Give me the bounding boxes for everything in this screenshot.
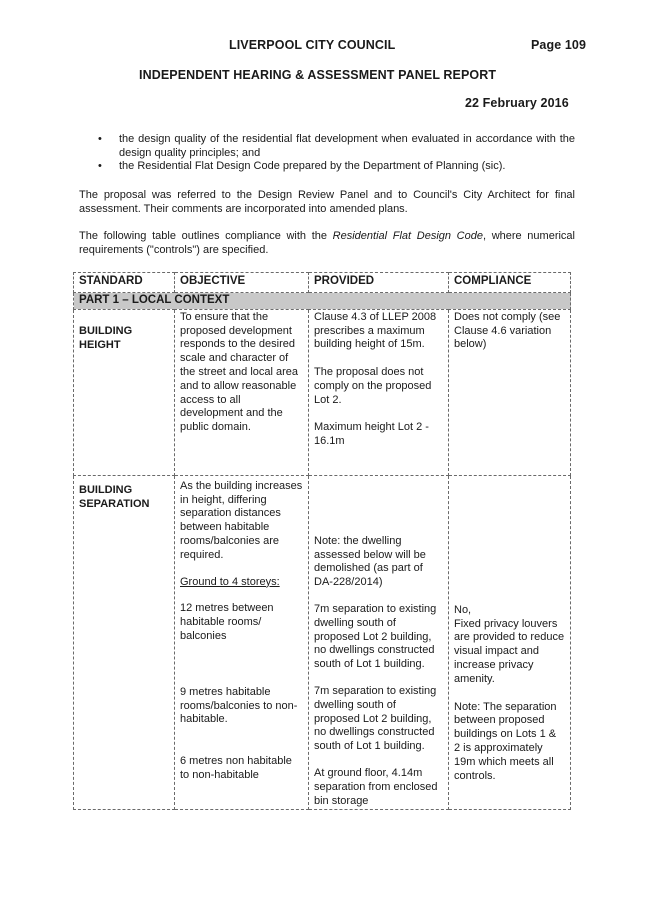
objective-cell bbox=[175, 475, 309, 810]
provided-text: Clause 4.3 of LLEP 2008 prescribes a maximum building height of 15m. bbox=[314, 310, 437, 351]
objective-text: To ensure that the proposed development responds to the desired scale and character of the street and local area and to allow reasonable access to all development and the public domain. bbox=[180, 310, 299, 434]
provided-text: 7m separation to existing dwelling south of proposed Lot 2 building, no dwellings constructed south of Lot 1 building. bbox=[314, 684, 437, 753]
objective-cell bbox=[175, 309, 309, 475]
provided-text: 7m separation to existing dwelling south of proposed Lot 2 building, no dwellings constructed south of Lot 1 building. bbox=[314, 602, 437, 671]
provided-text: Note: the dwelling assessed below will be demolished (as part of DA-228/2014) bbox=[314, 534, 426, 589]
objective-text: 12 metres between habitable rooms/ balconies bbox=[180, 602, 274, 642]
list-item bbox=[79, 133, 575, 160]
compliance-text: No, bbox=[454, 603, 472, 616]
section-title: PART 1 – LOCAL CONTEXT bbox=[74, 293, 571, 310]
column-header-objective: OBJECTIVE bbox=[175, 273, 309, 293]
column-header-compliance: COMPLIANCE bbox=[449, 273, 571, 293]
objective-text: As the building increases in height, differing separation distances between habitable rooms/balconies are required. bbox=[180, 479, 303, 561]
report-title: INDEPENDENT HEARING & ASSESSMENT PANEL REPORT bbox=[139, 68, 497, 82]
table-row bbox=[74, 309, 571, 475]
provided-cell bbox=[309, 475, 449, 810]
table-header-row bbox=[74, 273, 571, 293]
column-header-provided: PROVIDED bbox=[309, 273, 449, 293]
compliance-table bbox=[73, 272, 571, 810]
objective-subheading: Ground to 4 storeys: bbox=[180, 575, 280, 588]
intro-text-start: The following table outlines compliance with the bbox=[79, 230, 333, 242]
bullet-icon: • bbox=[98, 133, 102, 145]
council-name: LIVERPOOL CITY COUNCIL bbox=[229, 38, 396, 52]
section-row bbox=[74, 293, 571, 310]
compliance-cell bbox=[449, 475, 571, 810]
report-date: 22 February 2016 bbox=[465, 96, 569, 110]
referral-paragraph: The proposal was referred to the Design Review Panel and to Council's City Architect for final assessment. Their comments are incorporated into amended plans. bbox=[79, 189, 575, 215]
provided-text: The proposal does not comply on the proposed Lot 2. bbox=[314, 365, 432, 406]
provided-cell bbox=[309, 309, 449, 475]
page-number: Page 109 bbox=[531, 38, 587, 52]
compliance-text: Fixed privacy louvers are provided to reduce visual impact and increase privacy amenity. bbox=[454, 617, 565, 685]
provided-text: At ground floor, 4.14m separation from enclosed bin storage bbox=[314, 766, 438, 807]
list-item-text: the Residential Flat Design Code prepared by the Department of Planning (sic). bbox=[119, 160, 506, 173]
table-intro-paragraph bbox=[79, 230, 575, 257]
design-code-title: Residential Flat Design Code bbox=[332, 230, 483, 242]
standard-building-height: BUILDING HEIGHT bbox=[74, 309, 175, 475]
compliance-text: Note: The separation between proposed buildings on Lots 1 & 2 is approximately 19m which meets all controls. bbox=[454, 700, 557, 782]
bullet-icon: • bbox=[98, 160, 102, 173]
objective-text: 9 metres habitable rooms/balconies to non-habitable. bbox=[180, 685, 298, 726]
compliance-text: Does not comply (see Clause 4.6 variation below) bbox=[454, 310, 561, 351]
column-header-standard: STANDARD bbox=[74, 273, 175, 293]
compliance-cell bbox=[449, 309, 571, 475]
provided-text: Maximum height Lot 2 - 16.1m bbox=[314, 421, 429, 447]
list-item bbox=[79, 160, 575, 174]
objective-text: 6 metres non habitable to non-habitable bbox=[180, 755, 292, 781]
intro-text-end: , where numerical requirements ("controls") are specified. bbox=[79, 230, 575, 256]
table-row bbox=[74, 475, 571, 810]
standard-building-separation: BUILDING SEPARATION bbox=[74, 475, 175, 810]
list-item-text: the design quality of the residential flat development when evaluated in accordance with the design quality principles; and bbox=[119, 133, 575, 159]
criteria-list bbox=[79, 133, 575, 174]
